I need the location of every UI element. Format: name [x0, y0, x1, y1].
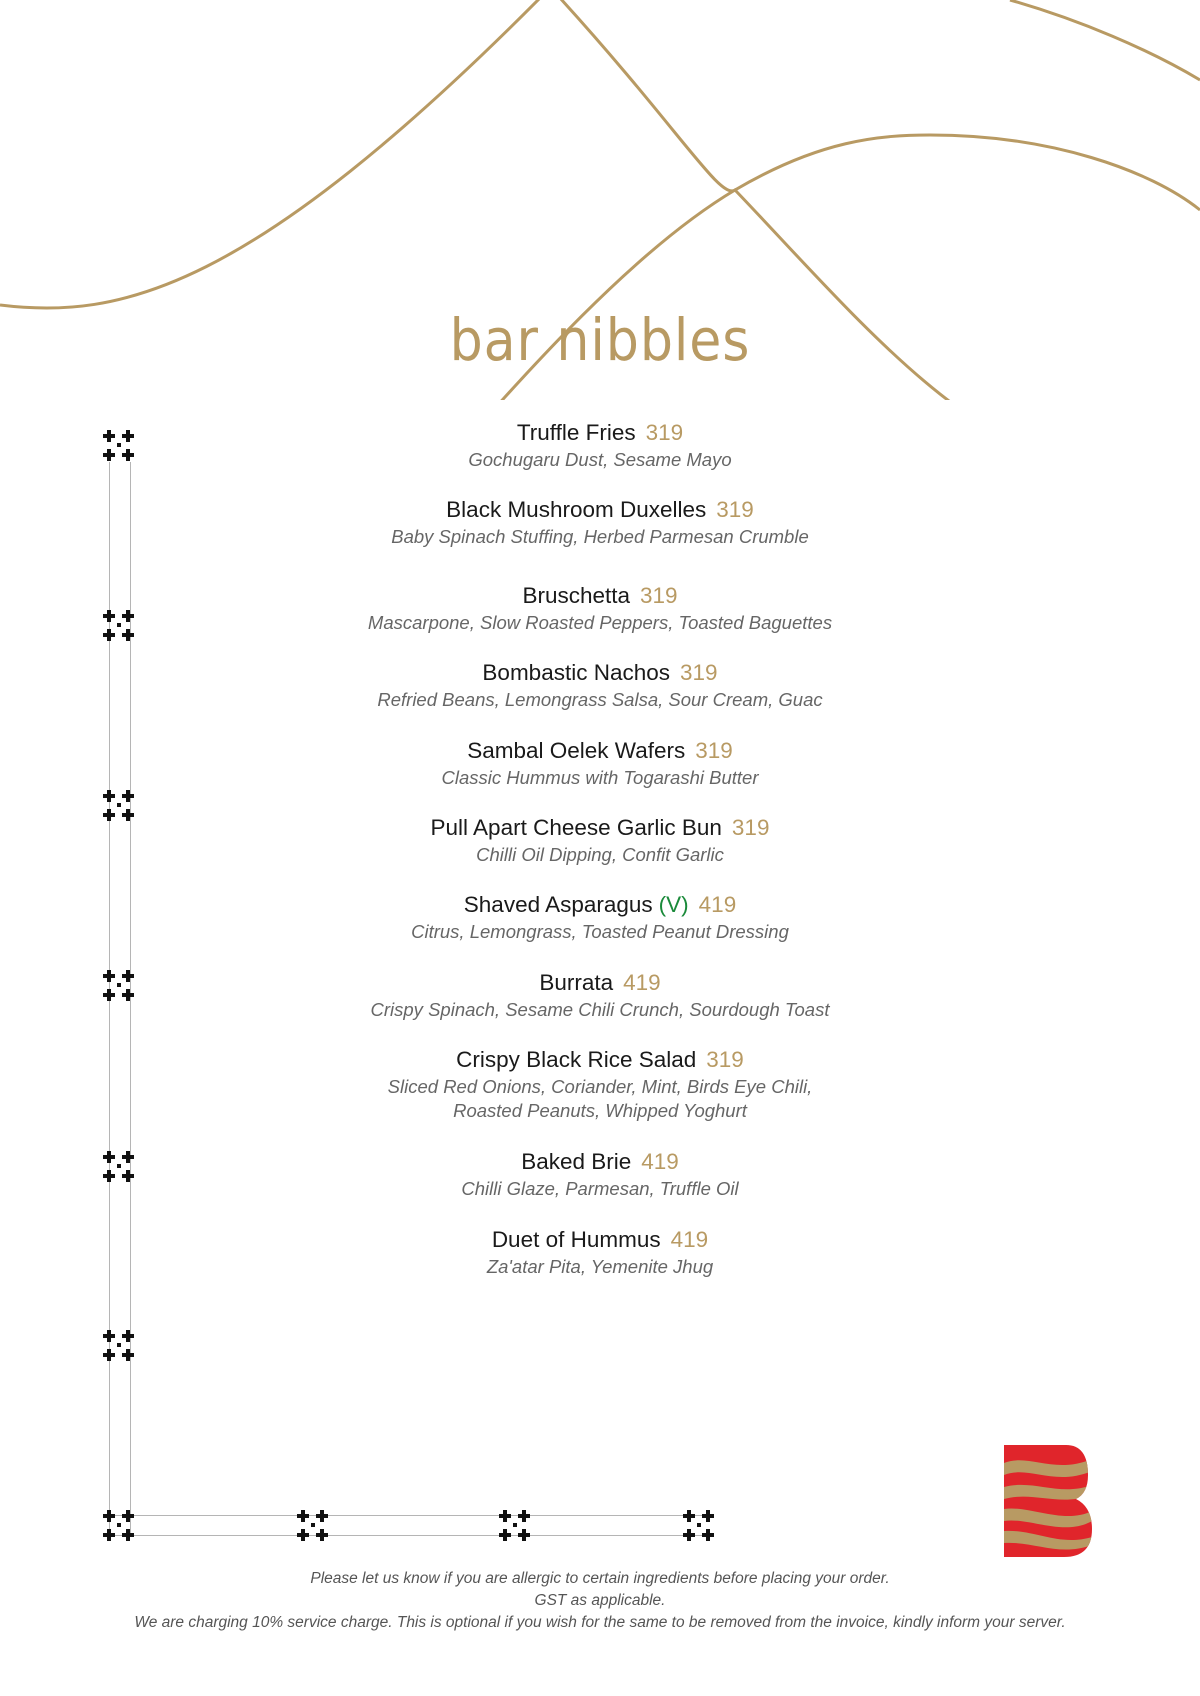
veg-badge: (V) — [658, 892, 689, 918]
item-price: 319 — [645, 420, 684, 445]
allergy-note: Please let us know if you are allergic to certain ingredients before placing your order. — [310, 1570, 890, 1587]
border-line — [110, 1515, 710, 1516]
item-name: Sambal Oelek Wafers — [467, 737, 686, 763]
item-name: Duet of Hummus — [491, 1226, 661, 1252]
item-price: 419 — [641, 1149, 679, 1175]
menu-item — [250, 418, 950, 495]
cross-ornament-icon — [102, 788, 138, 824]
item-price: 319 — [640, 582, 678, 608]
menu-item — [250, 1045, 950, 1147]
item-description: Sliced Red Onions, Coriander, Mint, Birds Eye Chili, — [387, 1076, 813, 1098]
menu-item — [250, 581, 950, 658]
item-name: Black Mushroom Duxelles — [446, 497, 707, 523]
gst-note: GST as applicable. — [534, 1592, 666, 1609]
menu-item — [250, 1225, 950, 1302]
item-price: 419 — [670, 1226, 709, 1252]
item-name-row — [250, 495, 950, 525]
item-name-row — [250, 418, 950, 448]
item-price: 419 — [698, 892, 737, 918]
item-price: 419 — [623, 969, 661, 995]
item-name: Burrata — [539, 969, 614, 995]
cross-ornament-icon — [296, 1508, 332, 1544]
item-name-row — [250, 1045, 950, 1075]
item-name: Truffle Fries — [516, 420, 636, 445]
item-description: Za'atar Pita, Yemenite Jhug — [486, 1255, 714, 1277]
item-name-row — [250, 1225, 950, 1255]
item-description: Crispy Spinach, Sesame Chili Crunch, Sourdough Toast — [370, 998, 830, 1020]
item-description: Mascarpone, Slow Roasted Peppers, Toasted Baguettes — [367, 611, 833, 633]
item-description: Gochugaru Dust, Sesame Mayo — [468, 449, 732, 470]
border-line — [110, 1535, 710, 1536]
item-description: Roasted Peanuts, Whipped Yoghurt — [453, 1100, 747, 1122]
page-title: bar nibbles — [449, 306, 751, 374]
menu-item — [250, 658, 950, 735]
item-name-row — [250, 813, 950, 843]
item-description: Baby Spinach Stuffing, Herbed Parmesan Crumble — [391, 526, 809, 548]
item-name: Bruschetta — [522, 582, 630, 608]
menu-item — [250, 813, 950, 890]
cross-ornament-icon — [102, 1149, 138, 1185]
item-name-row — [250, 890, 950, 920]
item-name-row — [250, 581, 950, 611]
item-price: 319 — [680, 660, 718, 686]
menu-item — [250, 968, 950, 1045]
cross-ornament-icon — [102, 1328, 138, 1364]
item-description: Chilli Glaze, Parmesan, Truffle Oil — [461, 1178, 739, 1200]
item-name-row — [250, 736, 950, 766]
menu-list — [250, 418, 950, 1302]
item-price: 319 — [731, 814, 770, 840]
item-description: Chilli Oil Dipping, Confit Garlic — [476, 843, 724, 865]
item-name: Baked Brie — [521, 1149, 632, 1175]
item-name: Bombastic Nachos — [482, 660, 671, 686]
footer-notes — [0, 1568, 1200, 1634]
item-price: 319 — [706, 1047, 744, 1073]
menu-item — [250, 1147, 950, 1224]
cross-ornament-icon — [102, 428, 138, 464]
brand-logo — [1004, 1445, 1092, 1557]
item-name-row — [250, 968, 950, 998]
item-description: Refried Beans, Lemongrass Salsa, Sour Cream, Guac — [377, 689, 823, 711]
menu-item — [250, 495, 950, 572]
cross-ornament-icon — [102, 608, 138, 644]
item-name-row — [250, 1147, 950, 1177]
cross-ornament-icon — [682, 1508, 718, 1544]
menu-item — [250, 736, 950, 813]
cross-ornament-icon — [102, 1508, 138, 1544]
cross-ornament-icon — [102, 968, 138, 1004]
item-description: Citrus, Lemongrass, Toasted Peanut Dressing — [411, 921, 789, 943]
item-name-row — [250, 658, 950, 688]
item-price: 319 — [716, 497, 754, 523]
item-name: Pull Apart Cheese Garlic Bun — [430, 814, 722, 840]
item-description: Classic Hummus with Togarashi Butter — [441, 766, 759, 788]
item-name: Crispy Black Rice Salad — [456, 1047, 697, 1073]
menu-item — [250, 890, 950, 967]
service-charge-note: We are charging 10% service charge. This is optional if you wish for the same to be removed from the invoice, kindly inform your server. — [134, 1614, 1066, 1631]
item-name: Shaved Asparagus — [463, 892, 653, 918]
item-price: 319 — [695, 737, 733, 763]
cross-ornament-icon — [498, 1508, 534, 1544]
